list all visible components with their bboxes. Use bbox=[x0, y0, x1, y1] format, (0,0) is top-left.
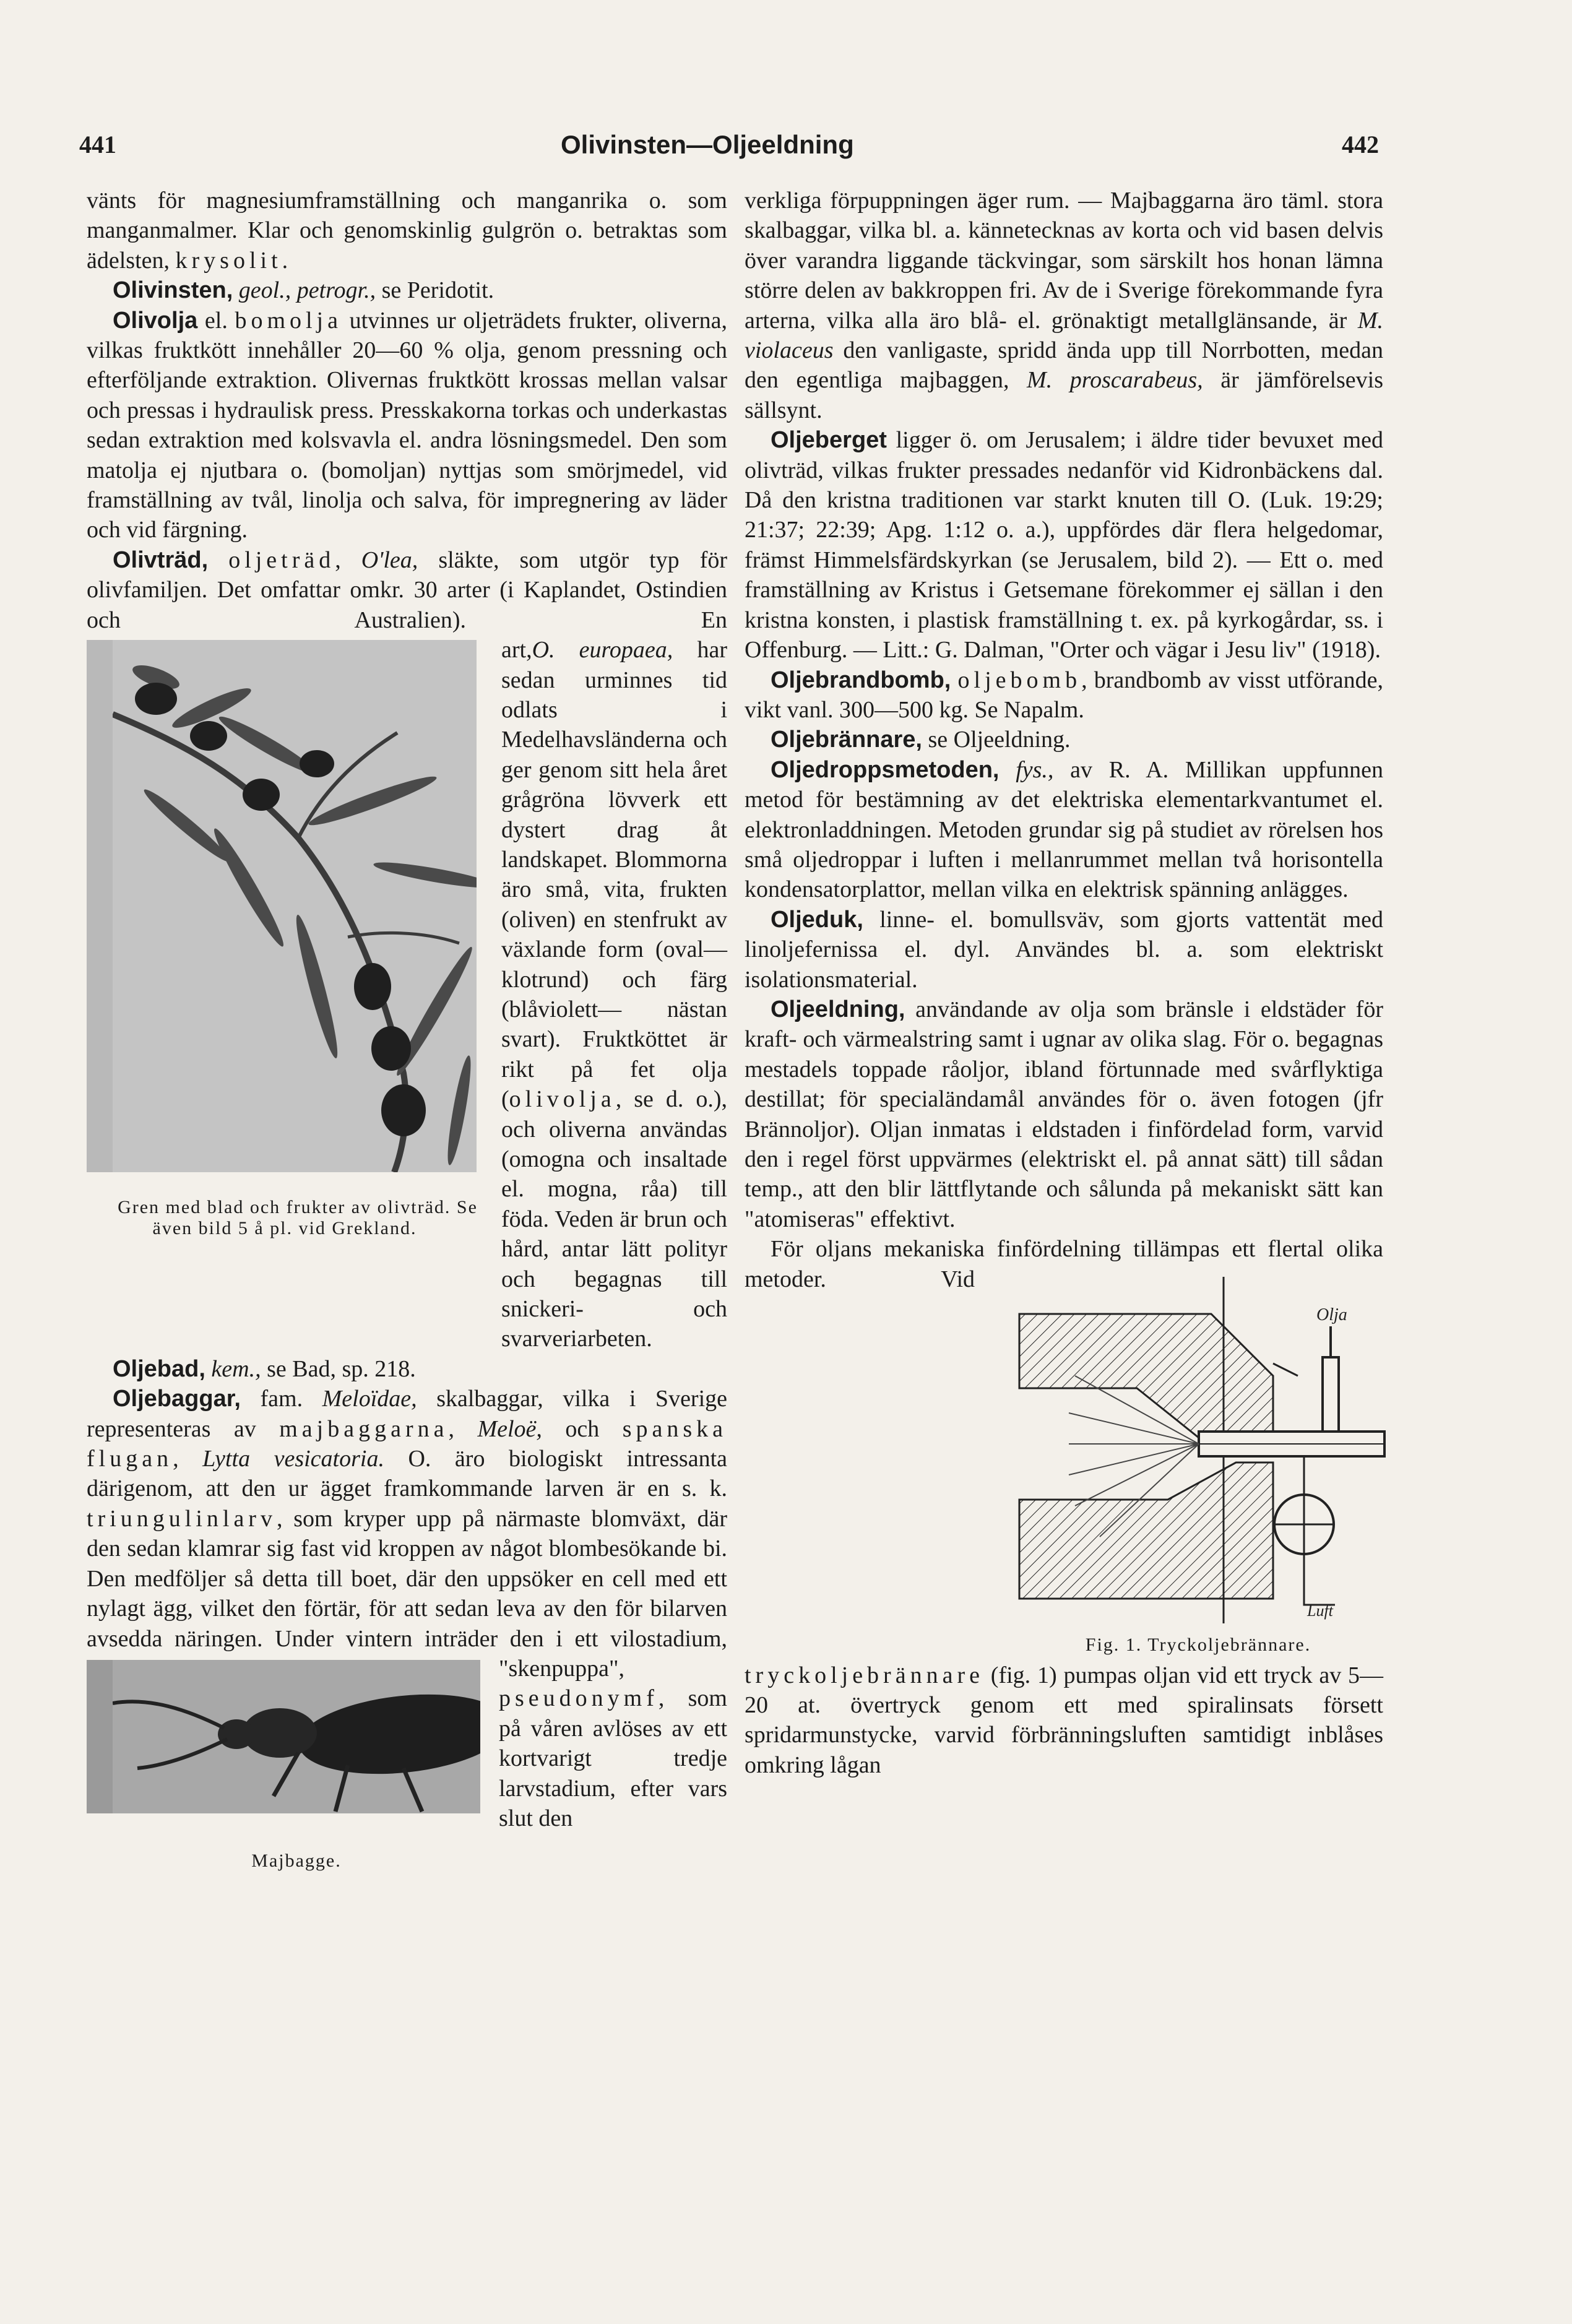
entry-oljebaggar: Oljebaggar, fam. Meloïdae, skalbaggar, vilka i Sverige representeras av majbaggarna, Meloë, och spanska flugan, Lytta vesicatoria. O. äro biologiskt intressanta därigenom, att den ur ägget framkommande larven är en s. k. triungulinlarv, som kryper upp på närmaste blomväxt, där den sedan klamrar sig fast vid kroppen av något blombesökande bi. Den medföljer så detta till boet, där den uppsöker en cell med ett nylagt ägg, vilket den förtär, för att sedan leva av den för bilarven avsedda näringen. Under vintern inträder den i ett vilostadium, "skenpuppa", Majbagge. pseudonymf, som på våren avlöses av ett kortvarigt tredje larvstadium, efter vars slut den bbox=[87, 1384, 727, 1833]
entry-continuation: vänts för magnesiumframställning och manganrika o. som manganmalmer. Klar och genomskinlig gulgrön o. betraktas som ädelsten, krysolit. bbox=[87, 188, 727, 274]
entry-oljeduk: Oljeduk, linne- el. bomullsväv, som gjorts vattentät med linoljefernissa el. dyl. Användes bl. a. som elektriskt isolationsmaterial. bbox=[745, 906, 1384, 993]
entry-oljeeldning-methods: För oljans mekaniska finfördelning tillämpas ett flertal olika metoder. Vid Olja Luft Fig. 1. Tryckoljebrännare. tryckoljebrännare (fig. 1) pumpas oljan vid ett tryck av 5—20 at. övertryck genom ett med spiralinsats försett spridarmunstycke, varvid förbränningsluften samtidigt inblåses omkring lågan bbox=[745, 1234, 1383, 1780]
entry-oljeberget: Oljeberget ligger ö. om Jerusalem; i äldre tider bevuxet med olivträd, vilkas frukter pressades nedanför vid Kidronbäckens dal. Då den kristna traditionen var starkt knuten till O. (Luk. 19:29; 21:37; 22:39; Apg. 1:12 o. a.), uppfördes där flera helgedomar, främst Himmelsfärdskyrkan (se Jerusalem, bild 2). — Ett o. med framställning av Kristus i Getsemane förekommer ej sällan i den kristna konsten, i plastisk framställning t. ex. på kyrkogårdar, ss. i Offenburg. — Litt.: G. Dalman, "Orter och vägar i Jesu liv" (1918). bbox=[745, 427, 1384, 663]
left-column bbox=[87, 186, 727, 1894]
oil-inlet-label: Olja bbox=[1316, 1305, 1347, 1324]
entry-oljebrandbomb: Oljebrandbomb, oljebomb, brandbomb av visst utförande, vikt vanl. 300—500 kg. Se Napalm. bbox=[745, 667, 1383, 723]
entry-oljebad: Oljebad, kem., se Bad, sp. 218. bbox=[113, 1355, 416, 1382]
entry-olivolja: Olivolja el. bomolja utvinnes ur oljeträdets frukter, oliverna, vilkas fruktkött innehåller 20—60 % olja, genom pressning och efterföljande extraktion. Olivernas fruktkött krossas mellan valsar och pressas i hydraulisk press. Presskakorna torkas och underkastas sedan extraktion med kolsvavla el. andra lösningsmedel. Den som matolja ej njutbara o. (bomoljan) nyttjas som smörjmedel, vid framställning av tvål, linolja och salva, för impregnering av läder och vid färgning. bbox=[87, 307, 728, 543]
beetle-photo bbox=[87, 1660, 480, 1813]
diagram-caption: Fig. 1. Tryckoljebrännare. bbox=[1085, 1635, 1311, 1656]
entry-olivinsten: Olivinsten, geol., petrogr., se Peridotit. bbox=[113, 277, 494, 304]
entry-oljeeldning: Oljeeldning, användande av olja som bränsle i eldstäder för kraft- och värmealstring samt i ugnar av olika slag. För o. begagnas mestadels toppade råoljor, ibland förtunnade med svårflyktiga destillat; för specialändamål användes för o. även fotogen (jfr Brännoljor). Oljan inmatas i eldstaden i finfördelad form, varvid den i regel först uppvärmes (elektriskt el. på annat sätt) till sådan temp., att den blir lättflytande och sålunda på mekaniskt sätt kan "atomiseras" effektivt. bbox=[745, 996, 1383, 1232]
running-head: Olivinsten—Oljeeldning bbox=[561, 130, 854, 159]
entry-oljebrannare: Oljebrännare, se Oljeeldning. bbox=[771, 727, 1071, 753]
beetle-figure bbox=[87, 1660, 480, 1894]
entry-olivtrad: Olivträd, oljeträd, O'lea, släkte, som utgör typ för olivfamiljen. Det omfattar omkr. 30 arter (i Kaplandet, Ostindien och Australien). En art, Gren med blad och frukter av olivträd. Se även bild 5 å pl. vid Grekland. O. europaea, har sedan urminnes tid odlats i Medelhavsländerna och ger genom sitt hela året grågröna lövverk ett dystert drag åt landskapet. Blommorna äro små, vita, frukten (oliven) en stenfrukt av växlande form (oval— klotrund) och färg (blåviolett— nästan svart). Fruktköttet är rikt på fet olja (olivolja, se d. o.), och oliverna användas (omogna och insaltade el. mogna, råa) till föda. Veden är brun och hård, antar lätt polityr och begagnas till snickeri- och svarveriarbeten. bbox=[87, 546, 727, 1352]
page-number-right: 442 bbox=[1342, 131, 1379, 158]
olive-branch-photo bbox=[87, 640, 477, 1172]
entry-oljedroppsmetoden: Oljedroppsmetoden, fys., av R. A. Millikan uppfunnen metod för bestämning av det elektriska elementarkvantumet el. elektronladdningen. Metoden grundar sig på studiet av rörelsen hos små oljedroppar i luften i mellanrummet mellan två horisontella kondensatorplattor, mellan vilka en elektrisk spänning anlägges. bbox=[745, 756, 1384, 903]
beetle-caption: Majbagge. bbox=[251, 1850, 342, 1871]
air-inlet-label: Luft bbox=[1307, 1601, 1333, 1620]
right-column bbox=[745, 186, 1383, 1780]
burner-diagram-figure bbox=[987, 1277, 1383, 1661]
page-number-left: 441 bbox=[79, 131, 116, 158]
olive-figure bbox=[87, 640, 483, 1349]
entry-oljebaggar-continued: verkliga förpuppningen äger rum. — Majbaggarna äro täml. stora skalbaggar, vilka bl. a. kännetecknas av korta och vid basen delvis över varandra liggande täckvingar, som särskilt hos honan lämna större delen av bakkroppen fri. Av de i Sverige förekommande fyra arterna, vilka alla äro blå- el. grönaktigt metallglänsande, är M. violaceus den vanligaste, spridd ända upp till Norrbotten, medan den egentliga majbaggen, M. proscarabeus, är jämförelsevis sällsynt. bbox=[745, 188, 1384, 423]
pressure-oil-burner-diagram bbox=[1013, 1277, 1409, 1623]
olive-caption: Gren med blad och frukter av olivträd. Se även bild 5 å pl. vid Grekland. bbox=[118, 1197, 478, 1239]
